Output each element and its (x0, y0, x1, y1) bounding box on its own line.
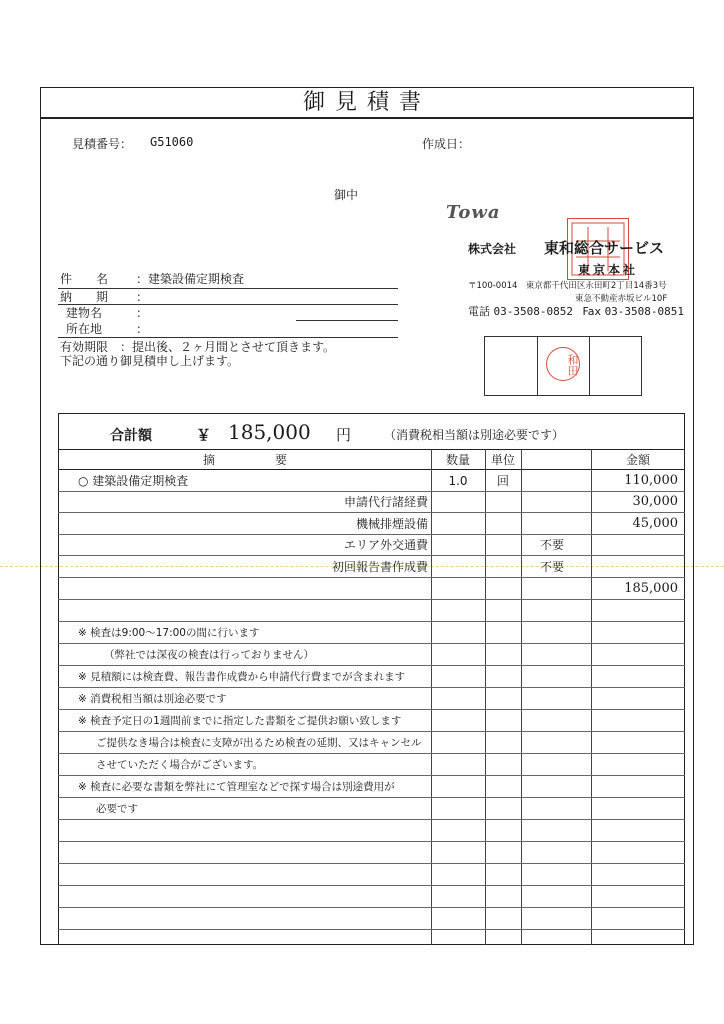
company-name-prefix: 株式会社 (468, 242, 517, 256)
building-value: ： (136, 306, 149, 320)
row-line (58, 621, 685, 622)
recipient-suffix: 御中 (334, 188, 359, 202)
validity-value: ：提出後、２ヶ月間とさせて頂きます。 (120, 340, 336, 354)
row-line (58, 797, 685, 798)
row-line (58, 577, 685, 578)
phone-label: 電話 (468, 305, 490, 318)
subject-label: 件 名 (60, 272, 109, 286)
validity-label: 有効期限 (60, 340, 109, 354)
row-line (58, 775, 685, 776)
header-description: 摘 要 (202, 453, 287, 467)
subject-value: ：建築設備定期検査 (136, 272, 245, 286)
row-line (58, 512, 685, 513)
delivery-label: 納 期 (60, 290, 109, 304)
company-branch: 東京本社 (578, 263, 639, 277)
tax-note: （消費税相当額は別途必要です） (384, 428, 565, 442)
note-5: ※ 検査に必要な書類を弊社にて管理室などで探す場合は別途費用が (78, 781, 395, 793)
note-1-sub: （弊社では深夜の検査は行っておりません） (104, 649, 314, 661)
header-unit: 単位 (490, 453, 515, 467)
company-building: 東急不動産赤坂ビル10F (575, 294, 668, 304)
note-4-line-2: ご提供なき場合は検査に支障が出るため検査の延期、又はキャンセル (96, 737, 422, 749)
row-2-description: 申請代行諸経費 (343, 495, 428, 509)
building-label: 建物名 (66, 306, 103, 320)
delivery-underline (58, 304, 398, 305)
row-line (58, 907, 685, 908)
note-4-line-3: させていただく場合がございます。 (96, 759, 264, 771)
fax-label: Fax (582, 305, 602, 318)
col-divider-unit (485, 449, 486, 945)
col-divider-note (521, 449, 522, 945)
row-4-description: エリア外交通費 (343, 538, 428, 552)
row-5-note: 不要 (540, 560, 565, 574)
row-line (58, 819, 685, 820)
subject-underline (58, 288, 398, 289)
note-5-line-2: 必要です (96, 803, 138, 815)
row-1-quantity: 1.0 (448, 474, 468, 488)
company-phone-line (468, 303, 684, 319)
row-line (58, 929, 685, 930)
company-logo: Towa (446, 202, 501, 223)
location-label: 所在地 (66, 322, 103, 336)
subtotal-amount: 185,000 (624, 581, 678, 596)
row-line (58, 599, 685, 600)
title-divider (40, 118, 694, 119)
document-title: 御見積書 (302, 90, 431, 115)
row-line (58, 731, 685, 732)
row-1-unit: 回 (496, 474, 509, 488)
estimate-number-label: 見積番号： (72, 137, 133, 151)
note-4: ※ 検査予定日の1週間前までに指定した書類をご提供お願い致します (78, 715, 402, 727)
header-amount: 金額 (625, 453, 650, 467)
col-divider-quantity (431, 449, 432, 945)
row-1-amount: 110,000 (624, 473, 678, 488)
total-unit: 円 (336, 426, 352, 444)
company-postal-address: 〒100-0014 東京都千代田区永田町2丁目14番3号 (468, 281, 667, 291)
row-line (58, 841, 685, 842)
title-bar (40, 87, 694, 119)
row-line (58, 709, 685, 710)
row-line (58, 665, 685, 666)
note-3: ※ 消費税相当額は別途必要です (78, 693, 227, 705)
phone-number: 03-3508-0852 (493, 305, 573, 318)
row-5-description: 初回報告書作成費 (331, 560, 428, 574)
row-line (58, 643, 685, 644)
row-4-note: 不要 (540, 538, 565, 552)
estimate-number: G51060 (150, 135, 194, 149)
row-1-description: ○ 建築設備定期検査 (78, 474, 189, 488)
row-line (58, 687, 685, 688)
row-2-amount: 30,000 (632, 494, 678, 509)
personal-seal: 和田 (546, 347, 580, 381)
currency-symbol: ￥ (196, 426, 212, 444)
total-label: 合計額 (110, 428, 152, 444)
building-underline (296, 320, 398, 321)
company-name: 東和総合サービス (544, 239, 665, 257)
row-line (58, 555, 685, 556)
created-date-label: 作成日： (422, 137, 471, 151)
row-line (58, 753, 685, 754)
note-2: ※ 見積額には検査費、報告書作成費から申請代行費までが含まれます (78, 671, 406, 683)
fax-number: 03-3508-0851 (604, 305, 685, 318)
delivery-value: ： (136, 290, 149, 304)
row-3-amount: 45,000 (632, 516, 678, 531)
row-3-description: 機械排煙設備 (355, 517, 428, 531)
note-1: ※ 検査は9:00～17:00の間に行います (78, 627, 260, 639)
total-amount: 185,000 (228, 420, 311, 444)
intro-text: 下記の通り御見積申し上げます。 (60, 354, 240, 368)
stamp-box (484, 336, 642, 396)
stamp-box-divider-1 (537, 337, 538, 395)
header-quantity: 数量 (445, 453, 470, 467)
row-line (58, 885, 685, 886)
row-line (58, 863, 685, 864)
location-value: ： (136, 322, 149, 336)
stamp-box-divider-2 (589, 337, 590, 395)
